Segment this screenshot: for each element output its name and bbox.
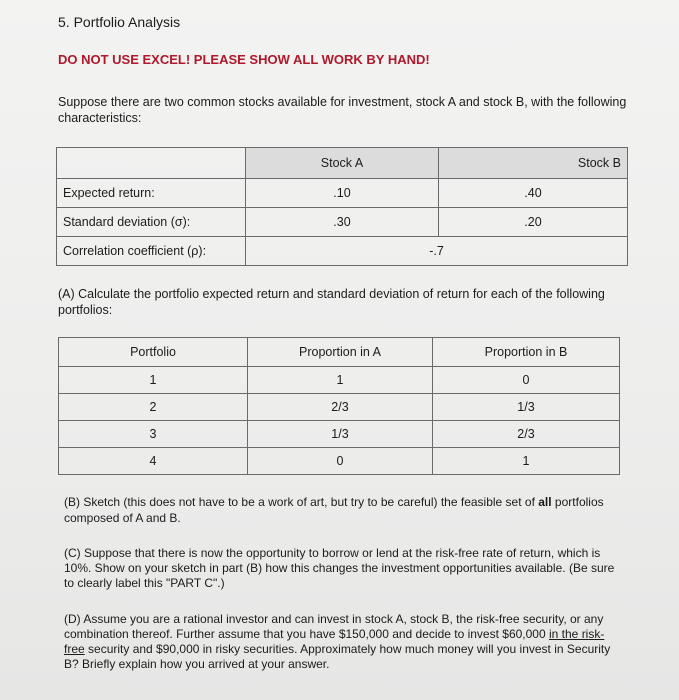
part-b-post: portfolios composed of A and B. xyxy=(64,495,604,525)
part-a-text: (A) Calculate the portfolio expected return and standard deviation of return for each of the following portfolios: xyxy=(58,287,605,317)
proportion-a: 0 xyxy=(248,448,433,475)
row-label: Standard deviation (σ): xyxy=(57,208,246,237)
proportion-b: 2/3 xyxy=(433,421,620,448)
table-row xyxy=(59,421,620,448)
part-d-pre: (D) Assume you are a rational investor and can invest in stock A, stock B, the risk-free security, or any combination thereof. Further assume that you have $150,000 and decide to invest $60,000 xyxy=(64,612,604,641)
header-portfolio: Portfolio xyxy=(59,338,248,367)
header-stock-b: Stock B xyxy=(439,148,628,179)
table-header-row xyxy=(59,338,620,367)
table-row xyxy=(57,179,628,208)
part-d-text xyxy=(64,612,624,672)
proportion-b: 0 xyxy=(433,367,620,394)
part-d-underlined: in the risk-free xyxy=(64,627,605,656)
table-row xyxy=(57,237,628,266)
portfolios-table xyxy=(58,337,620,475)
part-b-pre: (B) Sketch (this does not have to be a work of art, but try to be careful) the feasible set of xyxy=(64,495,539,509)
header-cell-empty xyxy=(57,148,246,179)
table-row xyxy=(59,367,620,394)
header-proportion-b: Proportion in B xyxy=(433,338,620,367)
row-label: Correlation coefficient (ρ): xyxy=(57,237,246,266)
warning-text: DO NOT USE EXCEL! PLEASE SHOW ALL WORK BY HAND! xyxy=(58,52,430,67)
portfolio-number: 2 xyxy=(59,394,248,421)
intro-paragraph: Suppose there are two common stocks available for investment, stock A and stock B, with the following characteristics: xyxy=(58,95,627,125)
proportion-b: 1/3 xyxy=(433,394,620,421)
header-stock-a: Stock A xyxy=(246,148,439,179)
proportion-a: 1 xyxy=(248,367,433,394)
part-d-post: security and $90,000 in risky securities. Approximately how much money will you invest in Security B? Briefly explain how you arrived at your answer. xyxy=(64,642,611,671)
stock-a-value: .30 xyxy=(246,208,439,237)
stock-a-value: .10 xyxy=(246,179,439,208)
section-title: 5. Portfolio Analysis xyxy=(58,14,181,30)
portfolio-number: 4 xyxy=(59,448,248,475)
part-c-text: (C) Suppose that there is now the opportunity to borrow or lend at the risk-free rate of return, which is 10%. Show on your sketch in part (B) how this changes the investment opportunities available. (Be sure to clearly label this "PART C".) xyxy=(64,546,615,590)
header-proportion-a: Proportion in A xyxy=(248,338,433,367)
proportion-a: 2/3 xyxy=(248,394,433,421)
table-row xyxy=(59,448,620,475)
portfolio-number: 3 xyxy=(59,421,248,448)
stock-b-value: .40 xyxy=(439,179,628,208)
part-b-bold: all xyxy=(538,495,552,509)
table-header-row xyxy=(57,148,628,179)
portfolio-number: 1 xyxy=(59,367,248,394)
stock-characteristics-table xyxy=(56,147,628,266)
table-row xyxy=(57,208,628,237)
part-b-text xyxy=(64,494,614,526)
row-label: Expected return: xyxy=(57,179,246,208)
table-row xyxy=(59,394,620,421)
proportion-a: 1/3 xyxy=(248,421,433,448)
proportion-b: 1 xyxy=(433,448,620,475)
correlation-value: -.7 xyxy=(246,237,628,266)
stock-b-value: .20 xyxy=(439,208,628,237)
